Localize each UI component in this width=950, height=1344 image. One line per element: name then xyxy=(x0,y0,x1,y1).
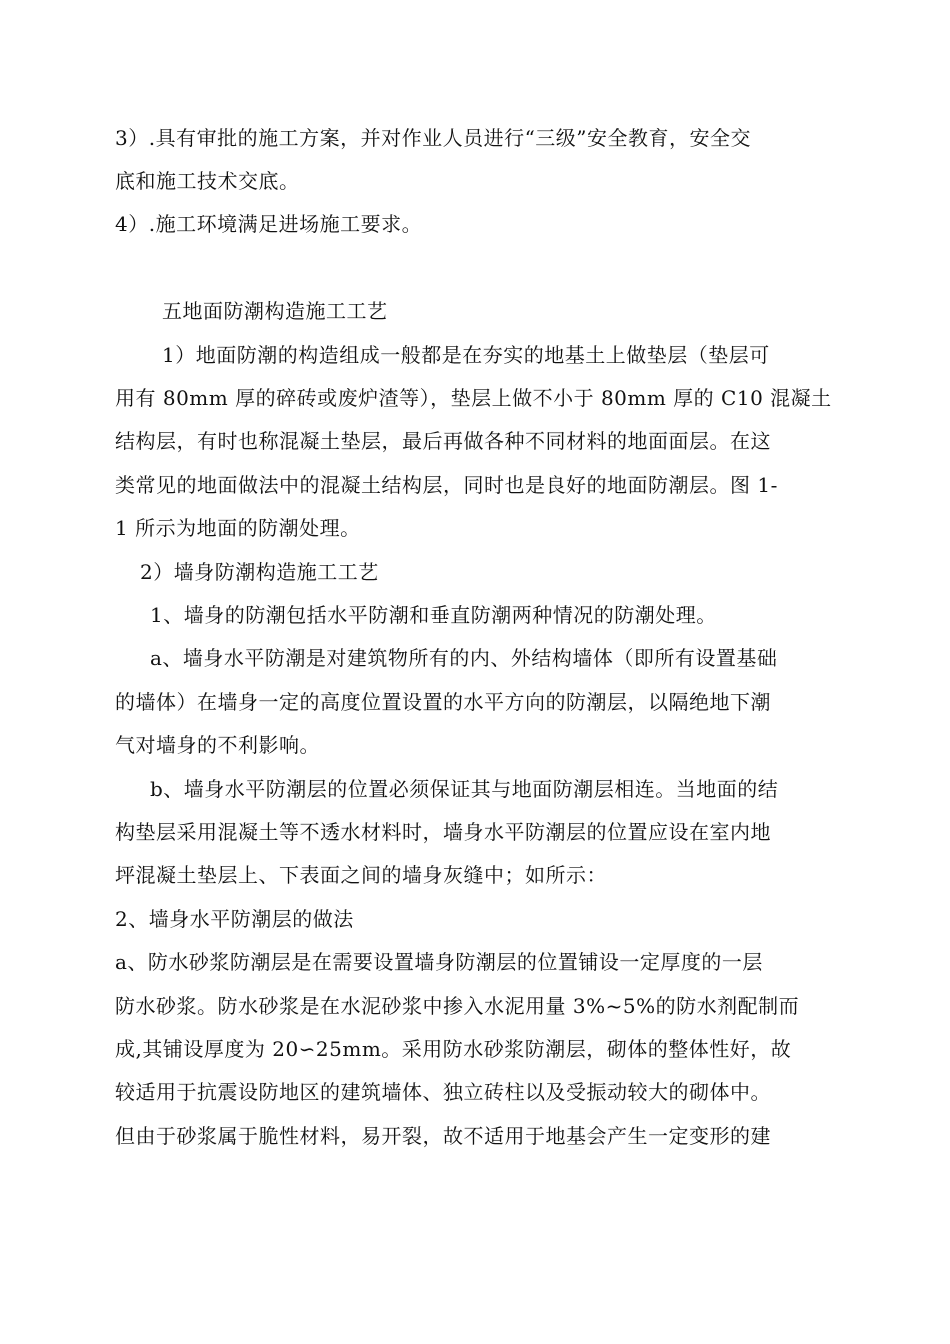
text-line: 1 所示为地面的防潮处理。 xyxy=(115,516,361,540)
text-line: 结构层，有时也称混凝土垫层，最后再做各种不同材料的地面面层。在这 xyxy=(115,429,771,453)
text-line: 用有 80mm 厚的碎砖或废炉渣等），垫层上做不小于 80mm 厚的 C10 混凝土 xyxy=(115,386,832,410)
text-line: 类常见的地面做法中的混凝土结构层，同时也是良好的地面防潮层。图 1- xyxy=(115,473,778,497)
text-line: 气对墙身的不利影响。 xyxy=(115,733,320,757)
section-heading: 2）墙身防潮构造施工工艺 xyxy=(140,560,379,584)
text-line: 较适用于抗震设防地区的建筑墙体、独立砖柱以及受振动较大的砌体中。 xyxy=(115,1080,771,1104)
section-heading: 五地面防潮构造施工工艺 xyxy=(162,299,388,323)
text-line: 坪混凝土垫层上、下表面之间的墙身灰缝中；如所示： xyxy=(115,863,607,887)
text-line: 但由于砂浆属于脆性材料，易开裂，故不适用于地基会产生一定变形的建 xyxy=(115,1124,771,1148)
text-line: 的墙体）在墙身一定的高度位置设置的水平方向的防潮层，以隔绝地下潮 xyxy=(115,690,771,714)
text-line: 防水砂浆。防水砂浆是在水泥砂浆中掺入水泥用量 3%~5%的防水剂配制而 xyxy=(115,994,800,1018)
text-line: 1）地面防潮的构造组成一般都是在夯实的地基土上做垫层（垫层可 xyxy=(162,343,770,367)
text-line: 成,其铺设厚度为 20∽25mm。采用防水砂浆防潮层，砌体的整体性好，故 xyxy=(115,1037,792,1061)
text-line: a、防水砂浆防潮层是在需要设置墙身防潮层的位置铺设一定厚度的一层 xyxy=(115,950,763,974)
text-line: b、墙身水平防潮层的位置必须保证其与地面防潮层相连。当地面的结 xyxy=(150,777,779,801)
text-line: 4）.施工环境满足进场施工要求。 xyxy=(115,212,423,236)
section-heading: 2、墙身水平防潮层的做法 xyxy=(115,907,354,931)
text-line: 底和施工技术交底。 xyxy=(115,169,300,193)
text-line: 3）.具有审批的施工方案，并对作业人员进行“三级”安全教育，安全交 xyxy=(115,126,752,150)
text-line: 1、墙身的防潮包括水平防潮和垂直防潮两种情况的防潮处理。 xyxy=(150,603,717,627)
text-line: 构垫层采用混凝土等不透水材料时，墙身水平防潮层的位置应设在室内地 xyxy=(115,820,771,844)
text-line: a、墙身水平防潮是对建筑物所有的内、外结构墙体（即所有设置基础 xyxy=(150,646,778,670)
